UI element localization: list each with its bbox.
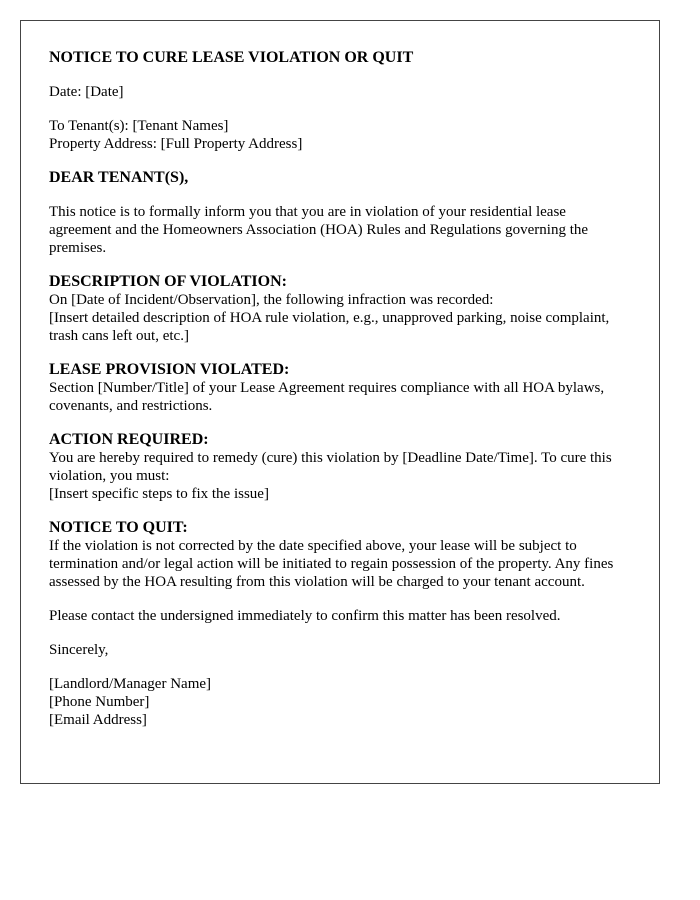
quit-section [49,519,631,591]
violation-description: [Insert detailed description of HOA rule violation, e.g., unapproved parking, noise complaint, trash cans left out, etc.] [49,310,614,344]
date-line: Date: [Date] [49,84,124,100]
salutation: DEAR TENANT(S), [49,169,189,186]
violation-section [49,273,631,345]
signature-block [49,675,631,729]
property-address-line: Property Address: [Full Property Address] [49,136,303,152]
provision-text: Section [Number/Title] of your Lease Agreement requires compliance with all HOA bylaws, covenants, and restrictions. [49,380,608,414]
provision-heading: LEASE PROVISION VIOLATED: [49,361,290,378]
recipient-block [49,117,631,153]
action-steps: [Insert specific steps to fix the issue] [49,486,269,502]
quit-text: If the violation is not corrected by the date specified above, your lease will be subject to termination and/or legal action will be initiated to regain possession of the property. Any fines assessed by the HOA resulting from this violation will be charged to your tenant account. [49,538,618,590]
quit-heading: NOTICE TO QUIT: [49,519,188,536]
intro-paragraph: This notice is to formally inform you that you are in violation of your residential lease agreement and the Homeowners Association (HOA) Rules and Regulations governing the premises. [49,204,589,256]
signature-name: [Landlord/Manager Name] [49,676,212,692]
tenant-line: To Tenant(s): [Tenant Names] [49,118,229,134]
action-heading: ACTION REQUIRED: [49,431,209,448]
violation-heading: DESCRIPTION OF VIOLATION: [49,273,287,290]
closing: Sincerely, [49,642,109,658]
action-text: You are hereby required to remedy (cure) this violation by [Deadline Date/Time]. To cure this violation, you must: [49,450,616,484]
action-section [49,431,631,503]
violation-date-line: On [Date of Incident/Observation], the following infraction was recorded: [49,292,494,308]
notice-document [20,20,660,784]
provision-section [49,361,631,415]
contact-paragraph: Please contact the undersigned immediately to confirm this matter has been resolved. [49,608,561,624]
signature-phone: [Phone Number] [49,694,150,710]
signature-email: [Email Address] [49,712,147,728]
date-block [49,83,631,101]
document-title: NOTICE TO CURE LEASE VIOLATION OR QUIT [49,49,414,66]
